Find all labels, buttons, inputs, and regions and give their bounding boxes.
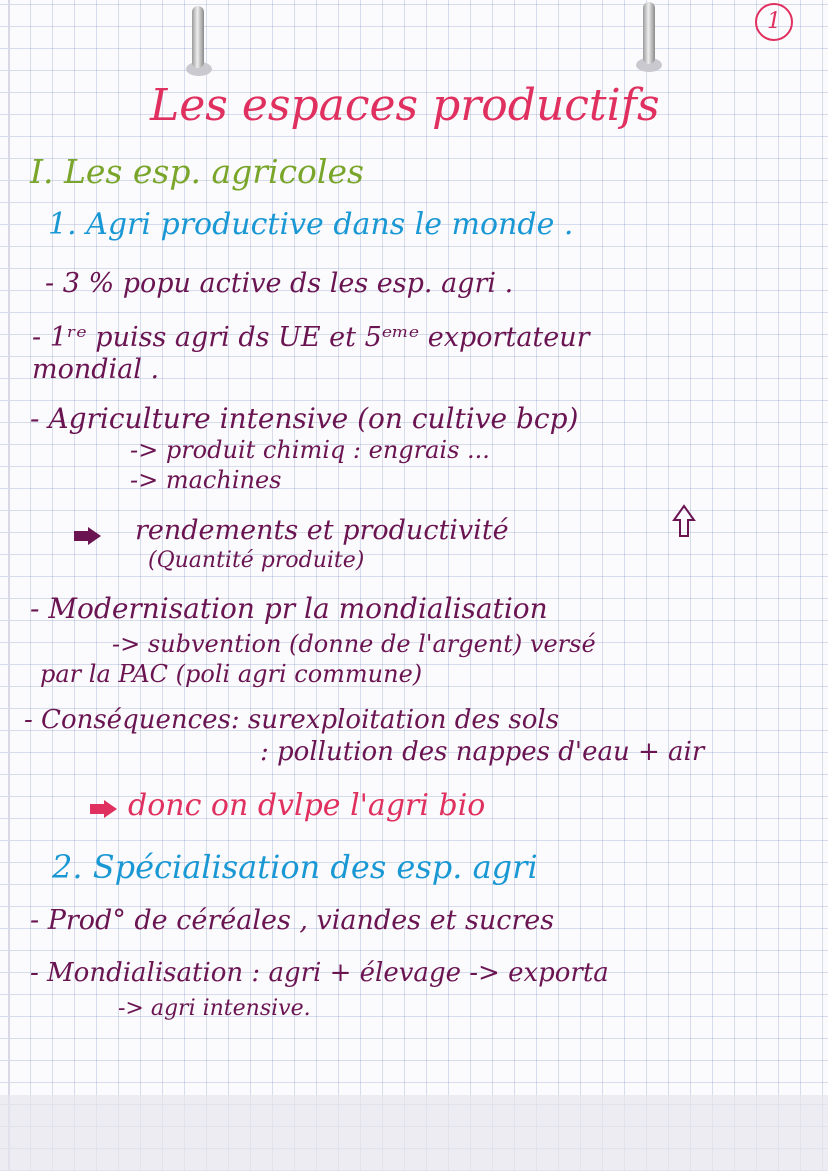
note-line: - Conséquences: surexploitation des sols bbox=[24, 705, 560, 735]
arrow-icon bbox=[72, 527, 102, 545]
page-bottom-edge bbox=[0, 1095, 828, 1171]
binder-ring-icon bbox=[192, 6, 204, 68]
note-line: -> produit chimiq : engrais ... bbox=[130, 436, 490, 464]
note-line: - Prod° de céréales , viandes et sucres bbox=[30, 905, 555, 936]
note-line: par la PAC (poli agri commune) bbox=[40, 660, 423, 688]
page-title: Les espaces productifs bbox=[150, 80, 660, 131]
subsection-heading-2: 2. Spécialisation des esp. agri bbox=[52, 848, 538, 886]
subsection-heading-1: 1. Agri productive dans le monde . bbox=[48, 207, 574, 242]
note-line: (Quantité produite) bbox=[148, 548, 365, 573]
page-number: 1 bbox=[755, 3, 793, 41]
note-line: -> subvention (donne de l'argent) versé bbox=[112, 630, 596, 658]
note-line: : pollution des nappes d'eau + air bbox=[260, 737, 705, 767]
note-line: - 1ʳᵉ puiss agri ds UE et 5ᵉᵐᵉ exportateur bbox=[32, 322, 590, 353]
margin-line bbox=[8, 0, 10, 1171]
binder-ring-icon bbox=[643, 2, 655, 64]
note-line: - Modernisation pr la mondialisation bbox=[30, 592, 548, 625]
note-line: - 3 % popu active ds les esp. agri . bbox=[45, 268, 514, 299]
note-line: - Agriculture intensive (on cultive bcp) bbox=[30, 402, 579, 435]
arrow-icon bbox=[88, 800, 118, 818]
note-line-highlight: donc on dvlpe l'agri bio bbox=[128, 788, 486, 823]
note-line: - Mondialisation : agri + élevage -> exporta bbox=[30, 958, 609, 988]
up-arrow-icon bbox=[672, 504, 696, 538]
note-line: -> agri intensive. bbox=[118, 996, 311, 1021]
section-heading-1: I. Les esp. agricoles bbox=[30, 152, 364, 191]
note-line: rendements et productivité bbox=[135, 515, 509, 546]
note-line: mondial . bbox=[32, 354, 160, 385]
note-line: -> machines bbox=[130, 466, 282, 494]
